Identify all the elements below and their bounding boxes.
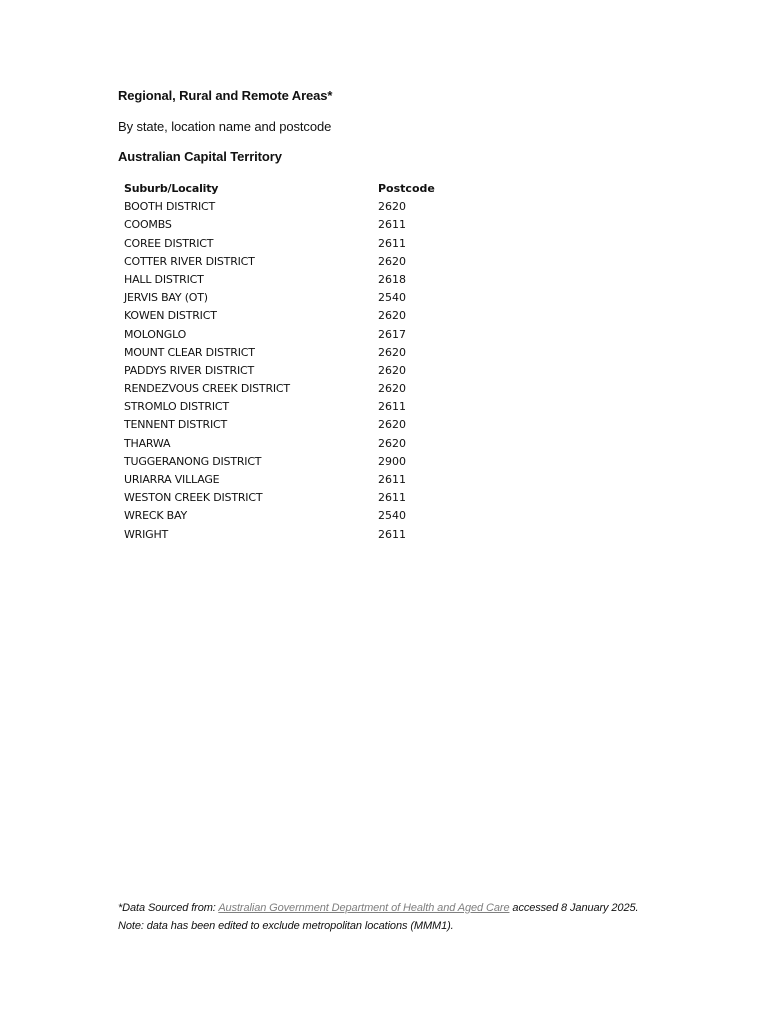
postcode-cell: 2540 — [378, 291, 406, 305]
table-row — [124, 216, 484, 234]
table-row — [124, 271, 484, 289]
suburb-cell: COOMBS — [124, 218, 172, 232]
column-header-postcode: Postcode — [378, 182, 435, 195]
table-row — [124, 289, 484, 307]
postcode-cell: 2611 — [378, 218, 406, 232]
suburb-cell: COREE DISTRICT — [124, 236, 214, 250]
table-row — [124, 362, 484, 380]
suburb-cell: MOUNT CLEAR DISTRICT — [124, 345, 255, 359]
suburb-cell: PADDYS RIVER DISTRICT — [124, 363, 254, 377]
suburb-cell: THARWA — [124, 436, 171, 450]
source-link[interactable]: Australian Government Department of Health and Aged Care — [218, 902, 510, 914]
suburb-cell: COTTER RIVER DISTRICT — [124, 254, 255, 268]
postcode-cell: 2611 — [378, 473, 406, 486]
suburb-cell: JERVIS BAY (OT) — [124, 291, 208, 305]
postcode-cell: 2611 — [378, 491, 406, 505]
postcode-cell: 2611 — [378, 236, 406, 250]
postcode-cell: 2617 — [378, 327, 406, 341]
postcode-cell: 2611 — [378, 527, 406, 541]
table-row — [124, 380, 484, 398]
page-subtitle: By state, location name and postcode — [118, 119, 332, 134]
table-row — [124, 307, 484, 325]
postcode-cell: 2540 — [378, 509, 406, 523]
table-row — [124, 416, 484, 434]
table-row — [124, 326, 484, 344]
suburb-cell: HALL DISTRICT — [124, 272, 204, 286]
postcode-cell: 2620 — [378, 363, 406, 377]
postcode-table — [124, 180, 484, 544]
postcode-cell: 2620 — [378, 382, 406, 396]
table-row — [124, 453, 484, 471]
table-row — [124, 489, 484, 507]
table-body — [124, 198, 484, 544]
page-title: Regional, Rural and Remote Areas* — [118, 88, 333, 103]
postcode-cell: 2618 — [378, 272, 406, 286]
suburb-cell: WRECK BAY — [124, 509, 187, 523]
table-row — [124, 507, 484, 525]
suburb-cell: STROMLO DISTRICT — [124, 400, 229, 414]
table-row — [124, 235, 484, 253]
suburb-cell: TUGGERANONG DISTRICT — [124, 454, 262, 468]
table-row — [124, 253, 484, 271]
suburb-cell: KOWEN DISTRICT — [124, 309, 217, 323]
table-row — [124, 526, 484, 544]
postcode-cell: 2900 — [378, 454, 406, 468]
table-header-row — [124, 180, 484, 198]
state-heading: Australian Capital Territory — [118, 149, 282, 164]
postcode-cell: 2620 — [378, 345, 406, 359]
suburb-cell: TENNENT DISTRICT — [124, 418, 228, 432]
footnote-prefix: *Data Sourced from: — [118, 902, 219, 914]
suburb-cell: BOOTH DISTRICT — [124, 200, 216, 214]
table-row — [124, 398, 484, 416]
postcode-cell: 2620 — [378, 200, 406, 214]
table-row — [124, 435, 484, 453]
suburb-cell: RENDEZVOUS CREEK DISTRICT — [124, 382, 290, 396]
table-row — [124, 471, 484, 489]
postcode-cell: 2620 — [378, 254, 406, 268]
postcode-cell: 2620 — [378, 309, 406, 323]
table-row — [124, 344, 484, 362]
table-row — [124, 198, 484, 216]
postcode-cell: 2620 — [378, 418, 406, 432]
suburb-cell: MOLONGLO — [124, 327, 187, 341]
suburb-cell: WESTON CREEK DISTRICT — [124, 491, 263, 505]
postcode-cell: 2611 — [378, 400, 406, 414]
footnote-suffix: accessed 8 January 2025. Note: data has been edited to exclude metropolitan locations (MMM1). — [118, 902, 639, 932]
column-header-suburb: Suburb/Locality — [124, 182, 219, 195]
suburb-cell: URIARRA VILLAGE — [124, 473, 220, 486]
postcode-cell: 2620 — [378, 436, 406, 450]
suburb-cell: WRIGHT — [124, 527, 169, 541]
footnote — [118, 900, 658, 935]
